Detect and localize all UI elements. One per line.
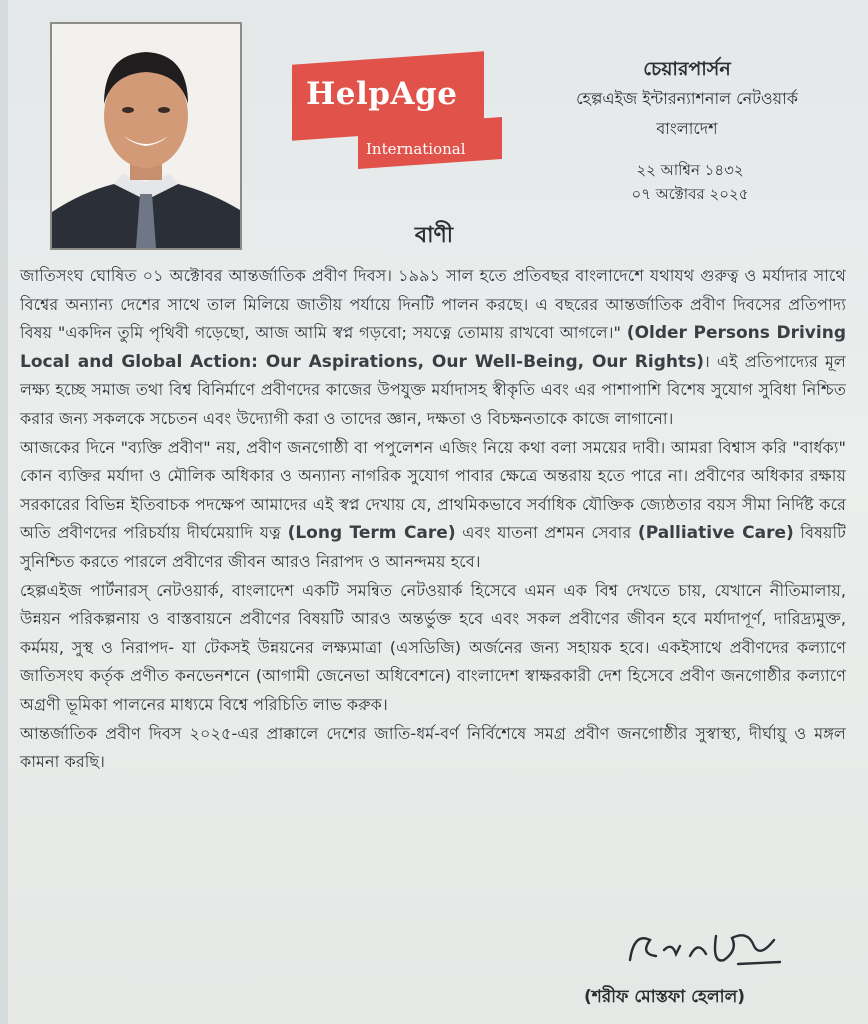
page-edge [0, 0, 8, 1024]
signatory-name: (শরীফ মোস্তফা হেলাল) [584, 987, 746, 1007]
date-block [600, 158, 780, 206]
long-term-care-english: (Long Term Care) [287, 523, 456, 544]
portrait-photo [50, 22, 242, 250]
date-bangla: ২২ আশ্বিন ১৪৩২ [636, 161, 744, 179]
paragraph-2 [20, 434, 846, 577]
handwritten-signature [620, 920, 800, 976]
paragraph-2-part-a: আজকের দিনে "ব্যক্তি প্রবীণ" নয়, প্রবীণ জনগোষ্ঠী বা পপুলেশন এজিং নিয়ে কথা বলা সময়ের দাবী। আমরা বিশ্বাস করি "বার্ধক্য" কোন ব্যক্তির মর্যাদা ও মৌলিক অধিকার ও অন্যান্য নাগরিক সুযোগ পাবার ক্ষেত্রে অন্তরায় হতে পারে না। প্রবীণের অধিকার রক্ষায় সরকারের বিভিন্ন ইতিবাচক পদক্ষেপ আমাদের এই স্বপ্ন দেখায় যে, প্রাথমিকভাবে সর্বাধিক যৌক্তিক জ্যেষ্ঠতার বয়স সীমা নির্দিষ্ট করে অতি প্রবীণদের পরিচর্যায় দীর্ঘমেয়াদি যত্ন [20, 437, 846, 543]
paragraph-2-part-c: বিষয়টি সুনিশ্চিত করতে পারলে প্রবীণের জীবন আরও নিরাপদ ও আনন্দময় হবে। [20, 523, 846, 571]
sender-country: বাংলাদেশ [656, 119, 718, 138]
message-heading: বাণী [414, 223, 454, 248]
theme-english: (Older Persons Driving Local and Global Action: Our Aspirations, Our Well-Being, Our Rights) [20, 323, 846, 372]
paragraph-1-part-a: জাতিসংঘ ঘোষিত ০১ অক্টোবর আন্তর্জাতিক প্রবীণ দিবস। ১৯৯১ সাল হতে প্রতিবছর বাংলাদেশে যথাযথ গুরুত্ব ও মর্যাদার সাথে বিশ্বের অন্যান্য দেশের সাথে তাল মিলিয়ে জাতীয় পর্যায়ে দিনটি পালন করছে। এ বছরের আন্তর্জাতিক প্রবীণ দিবসের প্রতিপাদ্য বিষয় "একদিন তুমি পৃথিবী গড়েছো, আজ আমি স্বপ্ন গড়বো; সযত্নে তোমায় রাখবো আগলে।" [20, 266, 846, 343]
paragraph-1-part-b: । এই প্রতিপাদ্যের মূল লক্ষ্য হচ্ছে সমাজ তথা বিশ্ব বিনির্মাণে প্রবীণদের কাজের উপযুক্ত মর্যাদাসহ স্বীকৃতি এবং এর পাশাপাশি বিশেষ সুযোগ সুবিধা নিশ্চিত করার জন্য সকলকে সচেতন এবং উদ্যোগী করা ও তাদের জ্ঞান, দক্ষতা ও বিচক্ষনতাকে কাজে লাগানো। [20, 351, 846, 428]
palliative-care-english: (Palliative Care) [637, 523, 794, 544]
paragraph-3: হেল্পএইজ পার্টনারস্ নেটওয়ার্ক, বাংলাদেশ একটি সমন্বিত নেটওয়ার্ক হিসেবে এমন এক বিশ্ব দেখতে চায়, যেখানে নীতিমালায়, উন্নয়ন পরিকল্পনায় ও বাস্তবায়নে প্রবীণের বিষয়টি আরও অন্তর্ভুক্ত হবে এবং সকল প্রবীণের জীবন হবে মর্যাদাপূর্ণ, দারিদ্র্যমুক্ত, কর্মময়, সুস্থ ও নিরাপদ- যা টেকসই উন্নয়নের লক্ষ্যমাত্রা (এসডিজি) অর্জনের জন্য সহায়ক হবে। একইসাথে প্রবীণদের কল্যাণে জাতিসংঘ কর্তৃক প্রণীত কনভেনশনে (আগামী জেনেভা অধিবেশনে) বাংলাদেশ স্বাক্ষরকারী দেশ হিসেবে প্রবীণ জনগোষ্ঠীর কল্যাণে অগ্রণী ভূমিকা পালনের মাধ্যমে বিশ্বে পরিচিতি লাভ করুক। [20, 580, 846, 714]
paragraph-2-part-b: এবং যাতনা প্রশমন সেবার [455, 523, 638, 543]
logo-brand-text: HelpAge [306, 76, 458, 112]
date-gregorian: ০৭ অক্টোবর ২০২৫ [631, 185, 749, 203]
message-body [20, 262, 846, 777]
logo-subtitle-text: International [366, 140, 466, 158]
sender-role: চেয়ারপার্সন [643, 58, 731, 80]
sender-details [562, 54, 812, 144]
paragraph-1 [20, 262, 846, 434]
sender-organization: হেল্পএইজ ইন্টারন্যাশনাল নেটওয়ার্ক [576, 89, 798, 108]
paragraph-4: আন্তর্জাতিক প্রবীণ দিবস ২০২৫-এর প্রাক্কালে দেশের জাতি-ধর্ম-বর্ণ নির্বিশেষে সমগ্র প্রবীণ জনগোষ্ঠীর সুস্বাস্থ্য, দীর্ঘায়ু ও মঙ্গল কামনা করছি। [20, 723, 846, 772]
